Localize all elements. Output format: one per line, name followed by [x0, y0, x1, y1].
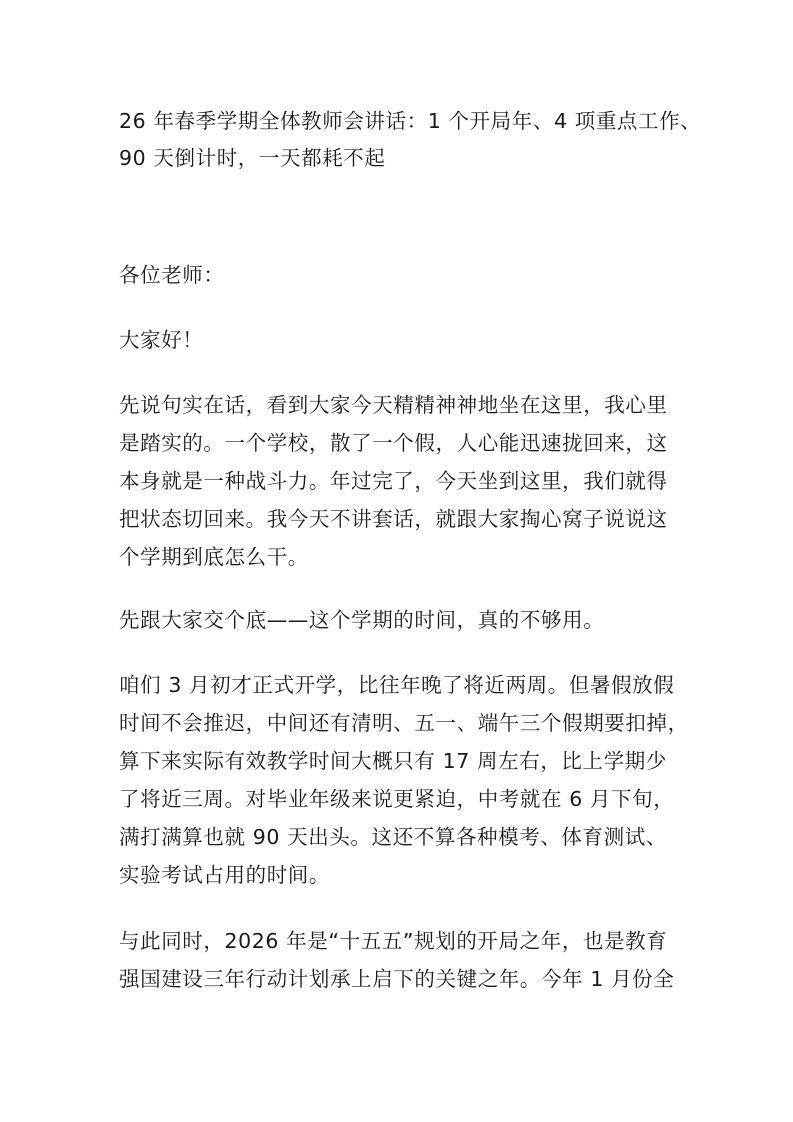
paragraph-3-line-5: 满打满算也就 90 天出头。这还不算各种模考、体育测试、	[119, 825, 667, 849]
title-line-1: 26 年春季学期全体教师会讲话：1 个开局年、4 项重点工作、	[119, 109, 702, 133]
paragraph-2-line-1: 先跟大家交个底——这个学期的时间，真的不够用。	[119, 608, 605, 632]
paragraph-1-line-2: 是踏实的。一个学校，散了一个假，人心能迅速拢回来，这	[119, 431, 668, 455]
paragraph-1-line-5: 个学期到底怎么干。	[119, 545, 309, 569]
paragraph-4-line-2: 强国建设三年行动计划承上启下的关键之年。今年 1 月份全	[119, 967, 675, 991]
paragraph-4-line-1: 与此同时，2026 年是“十五五”规划的开局之年，也是教育	[119, 929, 668, 953]
paragraph-1-line-3: 本身就是一种战斗力。年过完了，今天坐到这里，我们就得	[119, 469, 668, 493]
paragraph-1-line-4: 把状态切回来。我今天不讲套话，就跟大家掏心窝子说说这	[119, 507, 668, 531]
salutation: 各位老师：	[119, 263, 225, 287]
title-line-2: 90 天倒计时，一天都耗不起	[119, 146, 386, 170]
paragraph-3-line-1: 咱们 3 月初才正式开学，比往年晚了将近两周。但暑假放假	[119, 673, 675, 697]
paragraph-3-line-2: 时间不会推迟，中间还有清明、五一、端午三个假期要扣掉，	[119, 711, 689, 735]
greeting: 大家好！	[119, 328, 204, 352]
paragraph-3-line-4: 了将近三周。对毕业年级来说更紧迫，中考就在 6 月下旬，	[119, 787, 675, 811]
paragraph-3-line-3: 算下来实际有效教学时间大概只有 17 周左右，比上学期少	[119, 749, 667, 773]
paragraph-3-line-6: 实验考试占用的时间。	[119, 863, 330, 887]
paragraph-1-line-1: 先说句实在话，看到大家今天精精神神地坐在这里，我心里	[119, 393, 668, 417]
